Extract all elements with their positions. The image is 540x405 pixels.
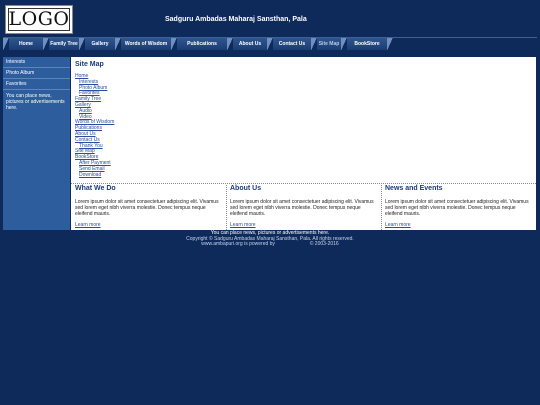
site-map-link[interactable]: Publications [75, 125, 102, 132]
footer-powered-by [3, 242, 537, 248]
site-map-link[interactable]: Video [79, 113, 92, 120]
column-title: What We Do [75, 185, 116, 192]
header [3, 3, 537, 36]
site-map-link[interactable]: Site Map [75, 148, 95, 155]
site-map-link[interactable]: Family Tree [75, 96, 102, 103]
column-title: News and Events [385, 185, 443, 192]
nav-words-of-wisdom[interactable]: Words of Wisdom [121, 38, 171, 50]
site-map-tree [75, 74, 114, 178]
site-map-link[interactable]: Contact Us [75, 136, 100, 143]
sidebar [3, 57, 70, 230]
site-map-link[interactable]: Home [75, 73, 89, 79]
main-navigation [3, 37, 537, 51]
page-title: Site Map [75, 61, 104, 68]
nav-publications[interactable]: Publications [177, 38, 227, 50]
main-content [71, 57, 536, 230]
nav-site-map[interactable]: Site Map [317, 38, 341, 50]
site-map-link[interactable]: Send Email [79, 165, 105, 172]
site-map-link[interactable]: After Payment [79, 159, 111, 166]
sidebar-link-photo-album[interactable]: Photo Album [3, 68, 70, 79]
logo[interactable]: LOGO [5, 5, 73, 34]
site-map-link[interactable]: BookStore [75, 154, 99, 161]
site-map-link[interactable]: Interests [79, 78, 99, 85]
footer-ad-text: You can place news, pictures or advertisements here. [210, 230, 330, 236]
column-about-us [226, 185, 376, 230]
column-text: Lorem ipsum dolor sit amet consectetuer adipiscing elit. Vivamus sed lorem eget nibh viverra molestie. Donec tempus neque eleifend mauris. [75, 199, 219, 217]
site-map-link[interactable]: Photo Album [79, 84, 108, 91]
sidebar-link-favorites[interactable]: Favorites [3, 79, 70, 90]
sidebar-note: You can place news, pictures or advertisements here. [6, 93, 65, 111]
learn-more-link[interactable]: Learn more [75, 222, 101, 228]
column-news-and-events [381, 185, 531, 230]
learn-more-link[interactable]: Learn more [385, 222, 411, 228]
site-map-link[interactable]: Favorites [79, 90, 100, 97]
nav-home[interactable]: Home [9, 38, 43, 50]
site-map-link[interactable]: Audio [79, 107, 92, 114]
nav-bookstore[interactable]: BookStore [347, 38, 387, 50]
nav-family-tree[interactable]: Family Tree [49, 38, 79, 50]
nav-contact-us[interactable]: Contact Us [273, 38, 311, 50]
site-map-link[interactable]: About Us [75, 130, 96, 137]
column-what-we-do [71, 185, 221, 230]
nav-about-us[interactable]: About Us [233, 38, 267, 50]
footer-powered-text: www.ambapuri.org is powered by [201, 241, 275, 247]
divider [71, 183, 536, 184]
nav-separator [387, 38, 393, 50]
footer [3, 231, 537, 248]
footer-years: © 2003-2016 [309, 241, 339, 247]
nav-gallery[interactable]: Gallery [85, 38, 115, 50]
site-map-link[interactable]: Thank You [79, 142, 103, 149]
footer-copyright: Copyright © Sadguru Ambadas Maharaj Sansthan, Pala. All rights reserved. [186, 235, 354, 242]
learn-more-link[interactable]: Learn more [230, 222, 256, 228]
site-map-link[interactable]: Download [79, 171, 102, 178]
site-map-link[interactable]: Words of Wisdom [75, 119, 115, 126]
column-text: Lorem ipsum dolor sit amet consectetuer adipiscing elit. Vivamus sed lorem eget nibh viverra molestie. Donec tempus neque eleifend mauris. [230, 199, 374, 217]
site-title: Sadguru Ambadas Maharaj Sansthan, Pala [165, 16, 307, 23]
column-text: Lorem ipsum dolor sit amet consectetuer adipiscing elit. Vivamus sed lorem eget nibh viverra molestie. Donec tempus neque eleifend mauris. [385, 199, 529, 217]
sidebar-link-interests[interactable]: Interests [3, 57, 70, 68]
column-title: About Us [230, 185, 262, 192]
site-map-link[interactable]: Gallery [75, 101, 91, 108]
